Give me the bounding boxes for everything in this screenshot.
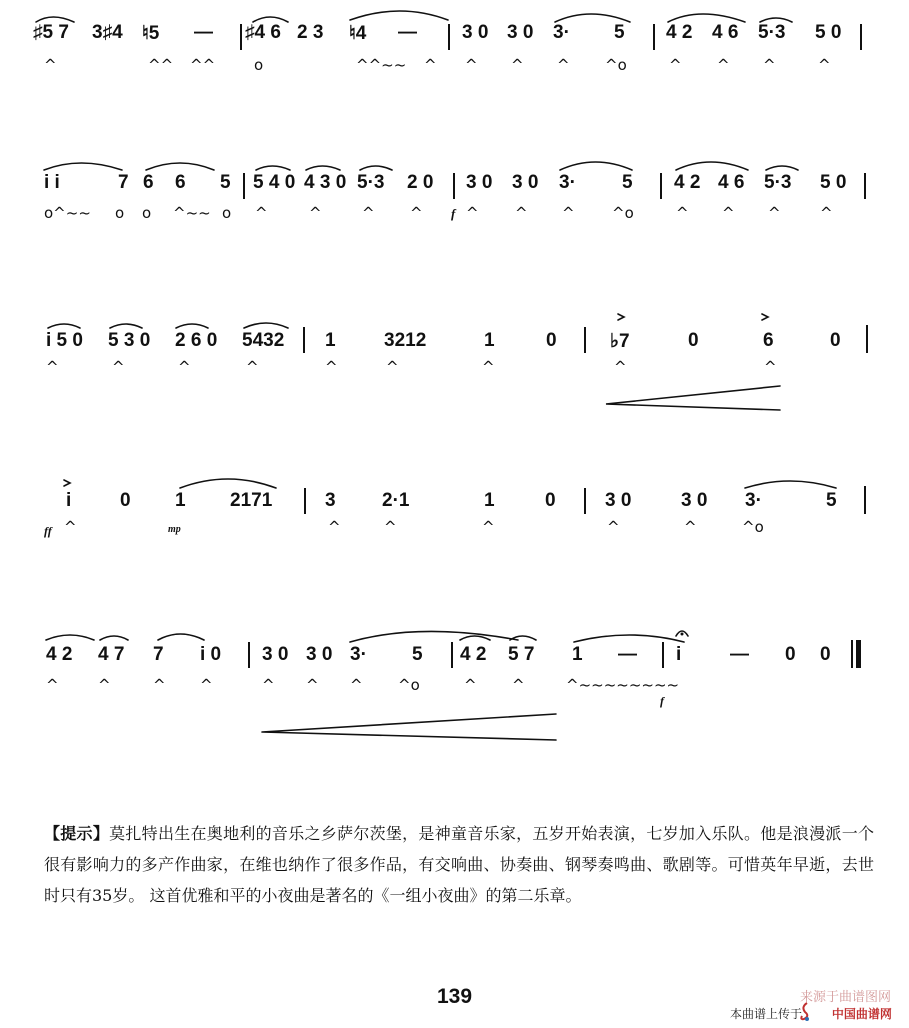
note-group: 3 bbox=[325, 490, 336, 511]
note-group: 5 0 bbox=[820, 172, 847, 193]
note-group: 0 bbox=[785, 644, 796, 665]
articulation-mark: ^ bbox=[722, 204, 735, 222]
note-group: i i bbox=[44, 172, 60, 193]
slur bbox=[360, 166, 392, 170]
page-number: 139 bbox=[436, 985, 473, 1008]
articulation-mark: ^ bbox=[482, 518, 495, 536]
articulation-mark: ^ bbox=[325, 358, 338, 376]
upload-watermark bbox=[730, 1005, 892, 1022]
articulation-mark: ^ bbox=[512, 676, 525, 694]
articulation-mark: ^~~~~~~~~ bbox=[566, 676, 680, 694]
note-group: — bbox=[730, 644, 749, 665]
articulation-mark: ^ bbox=[562, 204, 575, 222]
note-group: 0 bbox=[546, 330, 557, 351]
articulation-mark: ^ bbox=[64, 518, 77, 536]
articulation-mark: ^ bbox=[820, 204, 833, 222]
slur bbox=[244, 323, 288, 328]
articulation-mark: ^ bbox=[44, 56, 57, 74]
note-group: 3212 bbox=[384, 330, 427, 351]
note-group: i bbox=[66, 490, 72, 511]
articulation-mark: ^ bbox=[306, 676, 319, 694]
note-group: 5 bbox=[826, 490, 837, 511]
articulation-mark: ^ bbox=[178, 358, 191, 376]
note-group: 5 bbox=[622, 172, 633, 193]
articulation-mark: ^ bbox=[262, 676, 275, 694]
note-group: 5 bbox=[614, 22, 625, 43]
tip-text: 莫扎特出生在奥地利的音乐之乡萨尔茨堡，是神童音乐家，五岁开始表演，七岁加入乐队。他是浪漫派一个很有影响力的多产作曲家，在维也纳作了很多作品，有交响曲、协奏曲、钢琴奏鸣曲、歌剧等。可惜英年早逝，去世时只有35岁。 这首优雅和平的小夜曲是著名的《一组小夜曲》的第二乐章。 bbox=[44, 824, 874, 905]
note-group: 4 7 bbox=[98, 644, 125, 665]
note-group: 2·1 bbox=[382, 490, 410, 511]
note-group: — bbox=[398, 22, 417, 43]
note-group: 1 bbox=[325, 330, 336, 351]
articulation-mark: ^ bbox=[557, 56, 570, 74]
note-group: 1 bbox=[175, 490, 186, 511]
slur bbox=[256, 166, 290, 170]
accent bbox=[762, 314, 768, 320]
articulation-mark: ^ bbox=[98, 676, 111, 694]
note-group: 6 bbox=[175, 172, 186, 193]
slur bbox=[760, 18, 792, 22]
articulation-mark: ^o bbox=[742, 518, 764, 536]
articulation-mark: ^ bbox=[515, 204, 528, 222]
note-group: 3· bbox=[350, 644, 367, 665]
note-group: 2 6 0 bbox=[175, 330, 218, 351]
note-group: 1 bbox=[484, 330, 495, 351]
articulation-mark: ^ bbox=[818, 56, 831, 74]
slur bbox=[110, 324, 142, 328]
note-group: 4 6 bbox=[718, 172, 745, 193]
slur bbox=[146, 163, 214, 170]
accent bbox=[618, 314, 624, 320]
note-group: 7 bbox=[153, 644, 164, 665]
articulation-mark: ^ bbox=[112, 358, 125, 376]
note-group: 6 bbox=[143, 172, 154, 193]
articulation-mark: ^ bbox=[328, 518, 341, 536]
slur bbox=[555, 14, 630, 22]
slur bbox=[158, 634, 204, 640]
articulation-mark: ^ bbox=[768, 204, 781, 222]
slur bbox=[766, 166, 798, 170]
crescendo-hairpin bbox=[606, 386, 780, 410]
note-group: ♮4 bbox=[349, 23, 367, 44]
note-group: 5 3 0 bbox=[108, 330, 151, 351]
note-group: 3 0 bbox=[466, 172, 493, 193]
articulation-mark: ^ bbox=[384, 518, 397, 536]
articulation-mark: ^o bbox=[605, 56, 627, 74]
accent bbox=[64, 480, 70, 486]
note-group: 1 bbox=[484, 490, 495, 511]
note-group: 2 0 bbox=[407, 172, 434, 193]
articulation-mark: o bbox=[142, 204, 152, 222]
note-group: 6 bbox=[763, 330, 774, 351]
articulation-mark: ^ bbox=[669, 56, 682, 74]
note-group: 4 2 bbox=[460, 644, 487, 665]
note-group: 5·3 bbox=[357, 172, 385, 193]
articulation-mark: ^ bbox=[466, 204, 479, 222]
note-group: i bbox=[676, 644, 682, 665]
dynamic-marking: ff bbox=[44, 524, 52, 538]
dynamic-marking: f bbox=[451, 206, 456, 221]
slur bbox=[306, 166, 340, 170]
articulation-mark: ^ bbox=[465, 56, 478, 74]
note-group: 5 bbox=[412, 644, 423, 665]
slur bbox=[745, 481, 836, 488]
note-group: 3 0 bbox=[605, 490, 632, 511]
articulation-mark: ^^ bbox=[148, 56, 174, 74]
slur bbox=[44, 163, 122, 170]
note-group: ♯5 7 bbox=[33, 22, 69, 43]
slur bbox=[46, 635, 94, 640]
articulation-mark: ^ bbox=[350, 676, 363, 694]
note-group: 3 0 bbox=[512, 172, 539, 193]
note-group: 3 0 bbox=[306, 644, 333, 665]
articulation-mark: o bbox=[115, 204, 125, 222]
note-group: 4 2 bbox=[46, 644, 73, 665]
note-group: 0 bbox=[820, 644, 831, 665]
note-group: ♯4 6 bbox=[245, 22, 281, 43]
tip-paragraph bbox=[44, 818, 874, 911]
articulation-mark: ^ bbox=[386, 358, 399, 376]
slur bbox=[668, 14, 745, 22]
upload-text: 本曲谱上传于 bbox=[730, 1007, 803, 1021]
note-group: 4 2 bbox=[666, 22, 693, 43]
brand-name: 中国曲谱网 bbox=[831, 1007, 892, 1021]
articulation-mark: o bbox=[254, 56, 264, 74]
articulation-mark: ^ bbox=[410, 204, 423, 222]
articulation-mark: ^~~ bbox=[173, 204, 211, 222]
slur bbox=[350, 11, 448, 20]
articulation-mark: ^o bbox=[398, 676, 420, 694]
note-group: 3· bbox=[553, 22, 570, 43]
articulation-mark: ^^~~ bbox=[356, 56, 407, 74]
articulation-mark: ^ bbox=[309, 204, 322, 222]
slur bbox=[350, 631, 518, 642]
note-group: 0 bbox=[830, 330, 841, 351]
note-group: 3· bbox=[559, 172, 576, 193]
decrescendo-hairpin bbox=[262, 714, 556, 740]
slur bbox=[560, 162, 632, 170]
slur bbox=[460, 636, 490, 640]
articulation-mark: ^ bbox=[255, 204, 268, 222]
articulation-mark: ^ bbox=[46, 676, 59, 694]
slur bbox=[100, 636, 128, 640]
note-group: 5·3 bbox=[758, 22, 786, 43]
note-group: 5 0 bbox=[815, 22, 842, 43]
articulation-mark: ^ bbox=[614, 358, 627, 376]
dynamic-marking: f bbox=[660, 694, 664, 708]
articulation-mark: ^ bbox=[482, 358, 495, 376]
articulation-mark: ^o bbox=[612, 204, 634, 222]
note-group: 5 7 bbox=[508, 644, 535, 665]
articulation-mark: o bbox=[222, 204, 232, 222]
articulation-mark: ^ bbox=[46, 358, 59, 376]
note-group: 1 bbox=[572, 644, 583, 665]
note-group: 7 bbox=[118, 172, 129, 193]
slur bbox=[574, 635, 684, 642]
note-group: 4 6 bbox=[712, 22, 739, 43]
articulation-mark: ^ bbox=[200, 676, 213, 694]
tip-label: 【提示】 bbox=[44, 824, 110, 843]
note-group: 3 0 bbox=[507, 22, 534, 43]
note-group: 5 bbox=[220, 172, 231, 193]
slur bbox=[253, 17, 288, 22]
articulation-mark: ^ bbox=[607, 518, 620, 536]
articulation-mark: ^ bbox=[684, 518, 697, 536]
articulation-mark: ^ bbox=[511, 56, 524, 74]
note-group: 2 3 bbox=[297, 22, 324, 43]
articulation-mark: ^ bbox=[153, 676, 166, 694]
note-group: i 5 0 bbox=[46, 330, 83, 351]
slur bbox=[176, 324, 208, 328]
note-group: 3· bbox=[745, 490, 762, 511]
articulation-mark: ^ bbox=[362, 204, 375, 222]
slur bbox=[180, 479, 276, 488]
articulation-mark: ^ bbox=[763, 56, 776, 74]
articulation-mark: ^ bbox=[717, 56, 730, 74]
note-group: 5432 bbox=[242, 330, 285, 351]
slur bbox=[48, 324, 80, 328]
note-group: 0 bbox=[688, 330, 699, 351]
note-group: 3♯4 bbox=[92, 22, 123, 43]
source-watermark: 来源于曲谱图网 bbox=[799, 990, 891, 1005]
slur bbox=[36, 17, 74, 22]
note-group: 2171 bbox=[230, 490, 273, 511]
articulation-mark: ^ bbox=[764, 358, 777, 376]
articulation-mark: ^ bbox=[246, 358, 259, 376]
note-group: — bbox=[194, 22, 213, 43]
note-group: 0 bbox=[545, 490, 556, 511]
articulation-mark: ^^ bbox=[190, 56, 216, 74]
note-group: 5 4 0 bbox=[253, 172, 296, 193]
articulation-mark: ^ bbox=[424, 56, 437, 74]
note-group: 5·3 bbox=[764, 172, 792, 193]
slur bbox=[676, 162, 748, 170]
note-group: 3 0 bbox=[262, 644, 289, 665]
note-group: 3 0 bbox=[462, 22, 489, 43]
note-group: 3 0 bbox=[681, 490, 708, 511]
articulation-mark: ^ bbox=[676, 204, 689, 222]
note-group: 0 bbox=[120, 490, 131, 511]
note-group: 4 3 0 bbox=[304, 172, 347, 193]
note-group: ♮5 bbox=[142, 23, 160, 44]
note-group: ♭7 bbox=[610, 331, 630, 352]
note-group: 4 2 bbox=[674, 172, 701, 193]
dynamic-marking: mp bbox=[168, 524, 181, 535]
articulation-mark: ^ bbox=[464, 676, 477, 694]
note-group: i 0 bbox=[200, 644, 222, 665]
articulation-mark: o^~~ bbox=[44, 204, 91, 222]
note-group: — bbox=[618, 644, 637, 665]
